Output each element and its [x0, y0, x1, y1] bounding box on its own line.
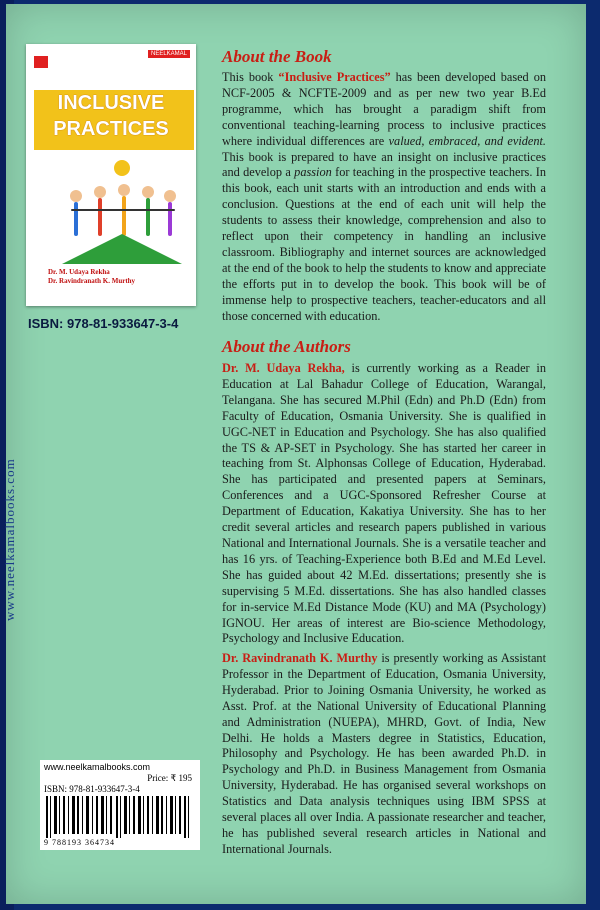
thumbnail-title — [26, 90, 196, 142]
thumbnail-authors — [48, 268, 135, 286]
side-url: www.neelkamalbooks.com — [2, 458, 17, 622]
author2-text: is presently working as Assistant Professor in the Department of Education, Osmania University, Hyderabad. Prior to Joining Osmania University, he worked as Asst. Prof. at the National University of Educational Planning and Administration (NUEPA), MHRD, Govt. of India, New Delhi. He holds a Masters degree in Statistics, Education, Philosophy and Psychology. He has been awarded Ph.D. in Psychology and Ph.D. in Business Management from Osmania University, Hyderabad. He has organised several workshops on Statistics and Data analysis techniques using IBM SPSS at several places all over India. A passionate researcher and teacher, he has published several research articles in National and International Journals. — [222, 651, 546, 856]
about-book-paragraph — [222, 70, 546, 325]
publisher-logo-icon — [34, 56, 48, 68]
price-label: Price: ₹ 195 — [147, 773, 192, 783]
author1-text: is currently working as a Reader in Education at Lal Bahadur College of Education, Warangal, Telangana. She has secured M.Phil (Edn) and Ph.D (Edn) from Faculty of Education, Osmania University. She is qualified in UGC-NET in Education and Psychology. She has also qualified the TS & AP-SET in Psychology. She has started her career in teaching from St. Alphonsas College of Education, Hyderabad. She has participated and presented papers at Seminars, Conferences and a UGC-Sponsored Refresher Course at Department of Education, Kakatiya University. She has to her credit several articles and research papers published in various National and International Journals. She is a versatile teacher and has 16 yrs. of Teaching-Experience both B.Ed and M.Ed Level. She has guided about 42 M.Ed. dissertations; presently she is supervising 5 M.Ed. dissertations. She has also handled classes for in-service M.Ed Distance Mode (KU) and MA (Psychology) IGNOU. Her areas of interest are Bio-science Methodology, Psychology and Inclusive Education. — [222, 361, 546, 646]
author1-paragraph — [222, 361, 546, 647]
about-book-part4: for teaching in the prospective teachers. In this book, each unit starts with an introduction and ends with a conclusion. Questions at the end of each unit will help the students to assess their knowledge, comprehension and also to reflect upon their competency in handling an inclusive classroom. Bibliography and internet sources are acknowledged at the end of the book to help the students to know and appreciate the efforts put in to develop the book. This book will be of immense help to prospective teachers, teacher-educators and all those concerned with education. — [222, 165, 546, 323]
cover-thumbnail — [26, 44, 196, 306]
thumbnail-title-line2: PRACTICES — [53, 118, 169, 140]
thumbnail-publisher: NEELKAMAL — [148, 50, 190, 58]
book-title: “Inclusive Practices” — [278, 70, 391, 84]
thumbnail-author2: Dr. Ravindranath K. Murthy — [48, 277, 136, 285]
author1-name: Dr. M. Udaya Rekha, — [222, 361, 345, 375]
barcode-box — [40, 760, 200, 850]
barcode-url: www.neelkamalbooks.com — [44, 762, 151, 772]
about-book-part3: This book is prepared to have an insight on inclusive practices and develop a — [222, 149, 546, 180]
thumbnail-author1: Dr. M. Udaya Rekha — [48, 268, 110, 276]
about-book-intro: This book — [222, 70, 279, 84]
isbn-label: ISBN: 978-81-933647-3-4 — [28, 316, 179, 331]
children-illustration — [62, 154, 182, 264]
barcode-digits: 9 788193 364734 — [44, 838, 115, 847]
about-authors-heading: About the Authors — [222, 337, 351, 356]
barcode-icon — [44, 796, 196, 838]
about-book-heading: About the Book — [222, 47, 332, 66]
author2-name: Dr. Ravindranath K. Murthy — [222, 651, 378, 665]
about-book-italic2: passion — [294, 165, 332, 180]
author2-paragraph — [222, 651, 546, 858]
barcode-isbn: ISBN: 978-81-933647-3-4 — [44, 784, 140, 794]
about-book-part2: has been developed based on NCF-2005 & NCFTE-2009 and as per new two year B.Ed programme, which has brought a paradigm shift from conventional teaching-learning process to inclusive practices where individual differences are — [222, 70, 546, 148]
about-book-italic1: valued, embraced, and evident. — [388, 133, 546, 148]
thumbnail-title-line1: INCLUSIVE — [57, 92, 165, 114]
